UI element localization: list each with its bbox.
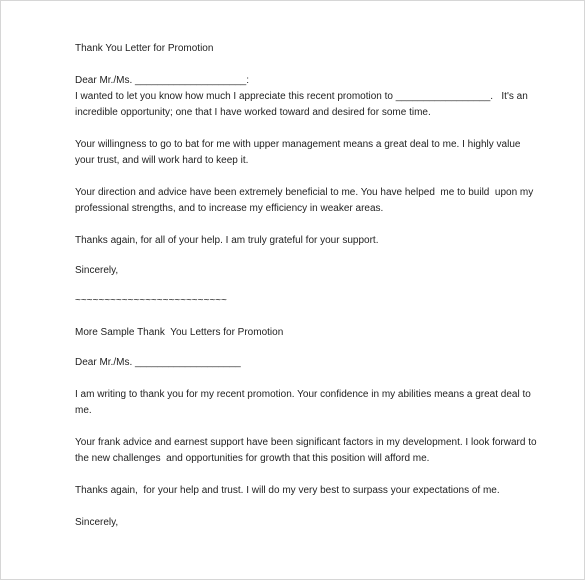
letter1-para2-line2: your trust, and will work hard to keep it.: [75, 155, 249, 166]
letter1-closing: Sincerely,: [75, 265, 119, 276]
letter1-salutation: Dear Mr./Ms. ____________________:: [75, 75, 250, 86]
letter-divider: ~~~~~~~~~~~~~~~~~~~~~~~~~~: [75, 295, 227, 306]
letter2-closing: Sincerely,: [75, 517, 119, 528]
letter1-para4: Thanks again, for all of your help. I am truly grateful for your support.: [75, 235, 379, 246]
letter1-para1-line1: I wanted to let you know how much I appreciate this recent promotion to _________________. It's an: [75, 91, 528, 102]
letter2-para2-line1: Your frank advice and earnest support have been significant factors in my development. I look forward to: [75, 437, 537, 448]
letter2-para3: Thanks again, for your help and trust. I will do my very best to surpass your expectations of me.: [75, 485, 500, 496]
letter1-para3-line1: Your direction and advice have been extremely beneficial to me. You have helped me to build upon my: [75, 187, 534, 198]
letter2-title: More Sample Thank You Letters for Promotion: [75, 327, 284, 338]
letter1-title: Thank You Letter for Promotion: [75, 43, 214, 54]
letter2-para1: I am writing to thank you for my recent promotion. Your confidence in my abilities means a great deal to me.: [75, 389, 534, 416]
letter2-salutation: Dear Mr./Ms. ___________________: [75, 357, 241, 368]
letter1-para2-line1: Your willingness to go to bat for me with upper management means a great deal to me. I highly value: [75, 139, 521, 150]
letter1-para3-line2: professional strengths, and to increase my efficiency in weaker areas.: [75, 203, 384, 214]
document-body: [75, 41, 545, 531]
letter1-para1-line2: incredible opportunity; one that I have worked toward and desired for some time.: [75, 107, 431, 118]
letter2-para2-line2: the new challenges and opportunities for growth that this position will afford me.: [75, 453, 430, 464]
